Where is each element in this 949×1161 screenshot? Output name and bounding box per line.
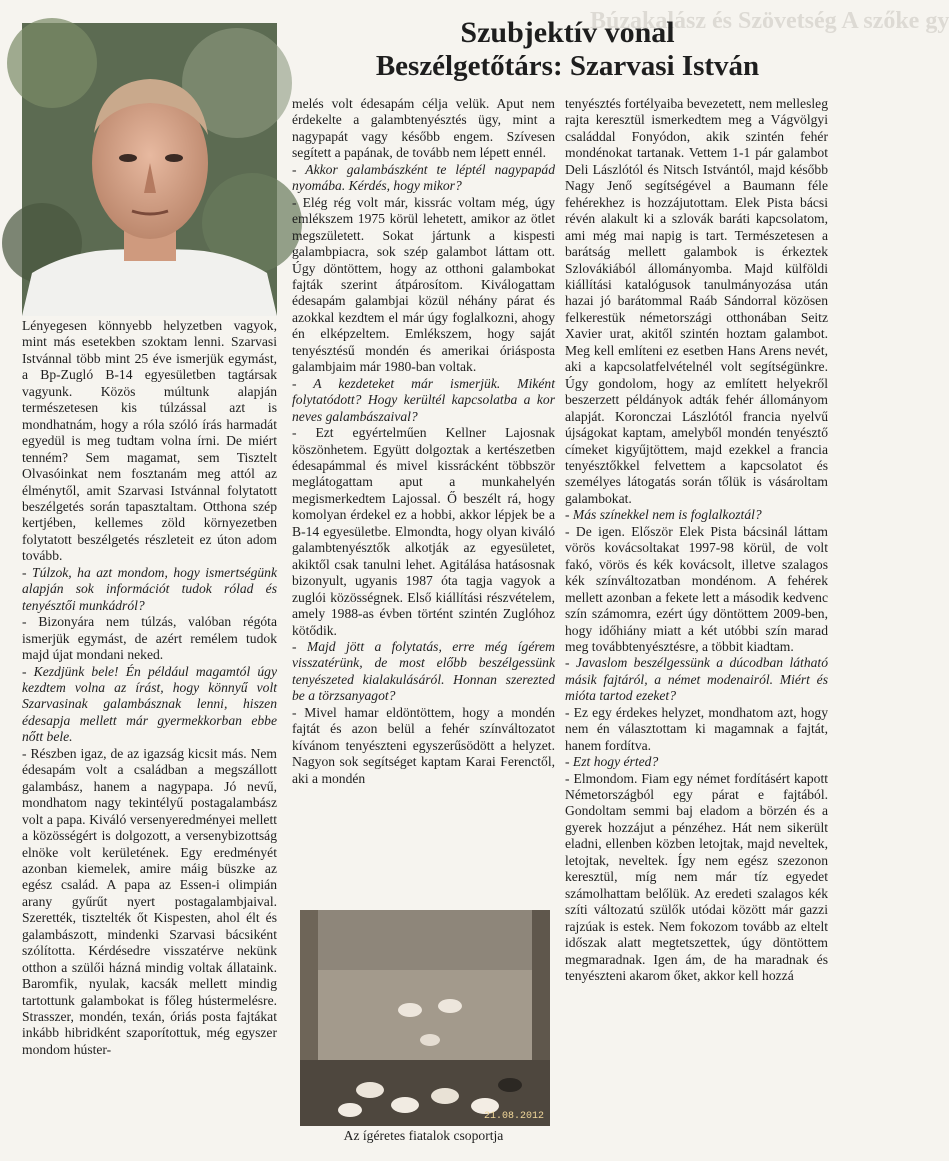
pigeons-photo-drawing [300, 910, 550, 1126]
portrait-photo-drawing [22, 23, 277, 316]
article-subtitle: Beszélgetőtárs: Szarvasi István [375, 49, 760, 82]
adjacent-page-heading: Búzakalász és Szövetség A szőke gy [590, 8, 949, 34]
portrait-photo [22, 23, 277, 316]
interview-question: - Más színekkel nem is foglalkoztál? [565, 507, 762, 523]
paragraph: melés volt édesapám célja velük. Aput nem érdekelte a galambtenyésztés ügy, mint a nagypapát vagy később engem. Szívesen segített a papának, de tovább nem lépett ennél. [292, 96, 555, 161]
interview-question: - Akkor galambászként te léptél nagypapád nyomába. Kérdés, hogy mikor? [292, 161, 555, 194]
interview-question: - Kezdjünk bele! Én például magamtól úgy kezdtem volna az írást, hogy könnyű volt Szarvasinak galambásznak lenni, hiszen édesapja mellett már gyermekkorban ebbe nőtt bele. [22, 663, 277, 745]
interview-question: - Javaslom beszélgessünk a dúcodban látható másik fajtáról, a német modenairól. Miért és mióta tartod ezeket? [565, 655, 828, 704]
paragraph: - Bizonyára nem túlzás, valóban régóta ismerjük egymást, de azért remélem tudok majd újat mondani neked. [22, 614, 277, 663]
paragraph: - Elég rég volt már, kissrác voltam még, úgy emlékszem 1975 körül lehetett, amikor az ötlet megszületett. Sokat jártunk a kispesti galambpiacra, sok szép galambot láttam ott. Úgy döntöttem, hogy az otthoni galambokat fajták szerint átpárosítom. Kiválogattam édesapám galambjai közül néhány párat és azokkal kezdtem el már úgy foglalkozni, ahogy én elképzeltem. Emlékszem, hogy saját tenyésztésű mondén és amerikai óriásposta galambjaim már 1980-ban voltak. [292, 194, 555, 375]
photo-date-stamp: 21.08.2012 [483, 1111, 544, 1122]
paragraph: Lényegesen könnyebb helyzetben vagyok, mint más esetekben szoktam lenni. Szarvasi Istvánnal több mint 25 éve ismerjük egymást, a Bp-Zugló B-14 egyesületben tagtársak vagyunk. Közös múltunk alapján természetesen kis túlzással azt is mondhatnám, hogy a róla szóló írás harmadát egyedül is meg tudtam volna írni. De miért tenném? Sem magamat, sem Tisztelt Olvasóinkat nem fosztanám meg attól az élménytől, amit Szarvasi Istvánnal folytatott beszélgetés során tapasztaltam. Otthona szép kertjében, kellemes zöld környezetben folytatott beszélgetés részleteit ez úton adom tovább. [22, 318, 277, 564]
pigeons-photo [300, 910, 550, 1126]
interview-question: - Majd jött a folytatás, erre még ígérem visszatérünk, de most előbb beszélgessünk tenyészeted kialakulásáról. Honnan szerezted be a törzsanyagot? [292, 638, 555, 704]
column-1 [22, 318, 277, 1156]
photo-caption: Az ígéretes fiatalok csoportja [343, 1128, 504, 1143]
interview-question: - Ezt hogy érted? [565, 754, 659, 770]
interview-question: - Túlzok, ha azt mondom, hogy ismertségünk alapján sok információt tudok rólad és tenyésztői munkádról? [22, 564, 277, 613]
paragraph: - Ez egy érdekes helyzet, mondhatom azt, hogy nem én választottam ki magamnak a fajtát, hanem fordítva. [565, 704, 828, 753]
paragraph: - Elmondom. Fiam egy német fordításért kapott Németországból egy párat e fajtából. Gondoltam semmi baj eladom a börzén és a gyerek hozzájut a pénzéhez. Hát nem sikerült eladni, ellenben közben letojtak, majd neveltek, letojtak, neveltek. Így nem egész szezonon keresztül, míg nem már tíz egyedet számolhattam belőlük. Az eredeti szalagos kék szíti változatú szülők utódai között már gazzi rajzúak is estek. Nem fokozom tovább az eltelt időszak alatt megtetszettek, úgy döntöttem megmaradnak. Igen ám, de ha maradnak és tenyészteni akarom őket, akkor kell hozzá [565, 770, 828, 984]
column-3 [565, 96, 828, 1154]
article-title: Szubjektív vonal [460, 16, 675, 49]
interview-question: - A kezdeteket már ismerjük. Miként folytatódott? Hogy kerültél kapcsolatba a kor neves galambászaival? [292, 375, 555, 424]
paragraph: - Részben igaz, de az igazság kicsit más. Nem édesapám volt a családban a megszállott galambász, hanem a nagypapa. Jó nevű, mondhatom nagy tekintélyű postagalambász volt a papa. Kiváló versenyeredményei mellett a közösségért is dolgozott, a versenybizottság elnöke volt kerületének. Egy eredményét azonban kiemelek, amire máig büszke az egész család. A papa az Essen-i olimpián arany gyűrűt nyert postagalambjaival. Szerették, tisztelték őt Kispesten, ahol élt és galambászott, mindenki Szarvasi bácsiként szólította. Kérdésedre visszatérve nekünk otthon a szülői házná mindig voltak állataink. Baromfik, nyulak, kacsák mellett mindig tartottunk galambokat is főleg hústermelésre. Strasszer, mondén, texán, óriás posta fajtákat inkább hibridként szaporítottuk, még egyszer mondom húster- [22, 745, 277, 1057]
column-2 [292, 96, 555, 903]
paragraph: - Ezt egyértelműen Kellner Lajosnak köszönhetem. Együtt dolgoztak a kertészetben édesapámmal és mivel kissrácként többször meglátogattam aput a munkahelyén megismerkedtem Lajossal. Ő beszélt rá, hogy komolyan érdekel ez a hobbi, akkor lépjek be a B-14 egyesületbe. Elmondta, hogy olyan kiváló galambtenyésztők alkotják az egyesületet, akiktől csak tanulni lehet. Agitálása hatásosnak bizonyult, ugyanis 1987 óta tagja vagyok a zuglói közösségnek. Első kiállítási részvételem, amely 1988-as évben történt szintén Zuglóhoz kötődik. [292, 425, 555, 638]
paragraph: - Mivel hamar eldöntöttem, hogy a mondén fajtát és azon belül a fehér színváltozatot kívánom tenyészteni egyszerűsödött a helyzet. Nagyon sok segítséget kaptam Karai Ferenctől, aki a mondén [292, 704, 555, 786]
paragraph: - De igen. Először Elek Pista bácsinál láttam vörös kovácsoltakat 1997-98 körül, de volt fakó, vörös és kék kovácsolt, illetve szalagos kék színváltozatban mondénom. A fehérek mellett azonban a fekete lett a második kedvenc szín számomra, ezért úgy döntöttem 2009-ben, hogy időhiány miatt a két utóbbi szín marad meg továbbtenyésztésre, a többit kiadtam. [565, 523, 828, 654]
paragraph: tenyésztés fortélyaiba bevezetett, nem mellesleg rajta keresztül ismerkedtem meg a Vágvölgyi családdal Fonyódon, akik szintén fehér mondénokat tartanak. Vettem 1-1 pár galambot Deli Lászlótól és Nitsch Istvántól, majd később Nagy Jenő segítségével a Baumann féle fehérekhez is hozzájutottam. Elek Pista bácsi révén alakult ki a szlovák baráti kapcsolatom, ami még mai napig is tart. Természetesen a barátság mellett galambok is érkeztek Szlovákiából állományomba. Majd külföldi kiállítási katalógusok tanulmányozása után hazai jó barátommal Raáb Sándorral közösen felkerestük németországi otthonában Seitz Xavier urat, akitől szintén hoztam galambot. Meg kell említeni ez esetben Hans Arens nevét, aki a kapcsolatfelvételnél volt segítségünkre. Úgy gondolom, hogy az említett helyekről beszerzett példányok adták fehér állományom alapját. Koronczai Lászlótól francia nyelvű újságokat kaptam, amelyből mondén tenyésztő címeket kigyűjtöttem, majd ezekkel a francia tenyésztőkkel felvettem a kapcsolatot és személyes látogatás során tőlük is vásároltam galambokat. [565, 96, 828, 506]
article-header [290, 16, 845, 82]
